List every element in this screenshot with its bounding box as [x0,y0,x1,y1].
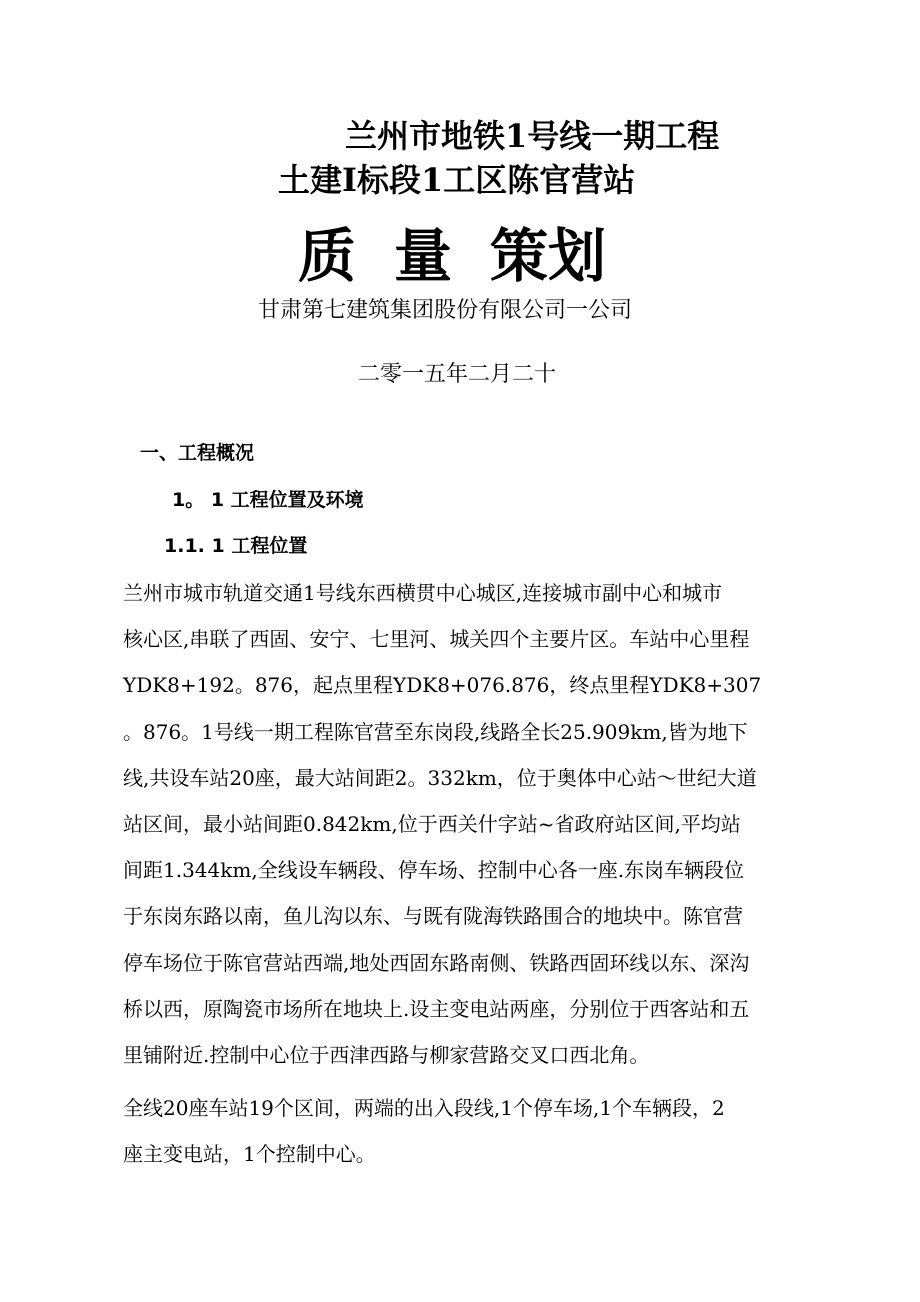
project-title-line2: 土建Ⅰ标段1工区陈官营站 [278,161,636,199]
main-title-part-2: 量 [394,222,453,290]
paragraph-line: 座主变电站，1个控制中心。 [123,1142,376,1167]
paragraph-line: 于东岗东路以南，鱼儿沟以东、与既有陇海铁路围合的地块中。陈官营 [123,904,743,929]
paragraph-line: 站区间，最小站间距0.842km,位于西关什字站~省政府站区间,平均站 [123,811,741,836]
paragraph-project-location [123,570,813,1078]
paragraph-line: 。876。1号线一期工程陈官营至东岗段,线路全长25.909km,皆为地下 [123,719,748,744]
document-main-title [298,222,606,290]
paragraph-line: 核心区,串联了西固、安宁、七里河、城关四个主要片区。车站中心里程 [123,627,750,652]
section-heading-1: 一、工程概况 [140,442,255,464]
paragraph-line: 全线20座车站19个区间，两端的出入段线,1个停车场,1个车辆段，2 [123,1096,725,1120]
document-date: 二零一五年二月二十 [358,362,557,387]
paragraph-line: 间距1.344km,全线设车辆段、停车场、控制中心各一座.东岗车辆段位 [123,858,745,883]
paragraph-line: 停车场位于陈官营站西端,地处西固东路南侧、铁路西固环线以东、深沟 [123,950,750,975]
paragraph-line: 兰州市城市轨道交通1号线东西横贯中心城区,连接城市副中心和城市 [123,581,723,605]
project-title-line1: 兰州市地铁1号线一期工程 [345,117,720,155]
paragraph-line-summary [123,1085,813,1177]
section-heading-1-1-1: 1.1. 1 工程位置 [164,535,308,557]
paragraph-line: 线,共设车站20座，最大站间距2。332km，位于奥体中心站～世纪大道 [123,765,757,790]
company-name: 甘肃第七建筑集团股份有限公司一公司 [258,298,633,323]
paragraph-line: 里铺附近.控制中心位于西津西路与柳家营路交叉口西北角。 [123,1042,650,1067]
paragraph-line: YDK8+192。876，起点里程YDK8+076.876，终点里程YDK8+307 [123,673,762,698]
section-heading-1-1: 1。 1 工程位置及环境 [172,489,364,511]
main-title-part-1: 质 [298,222,357,290]
main-title-part-3: 策划 [490,222,607,290]
paragraph-line: 桥以西，原陶瓷市场所在地块上.设主变电站两座，分别位于西客站和五 [123,996,750,1021]
